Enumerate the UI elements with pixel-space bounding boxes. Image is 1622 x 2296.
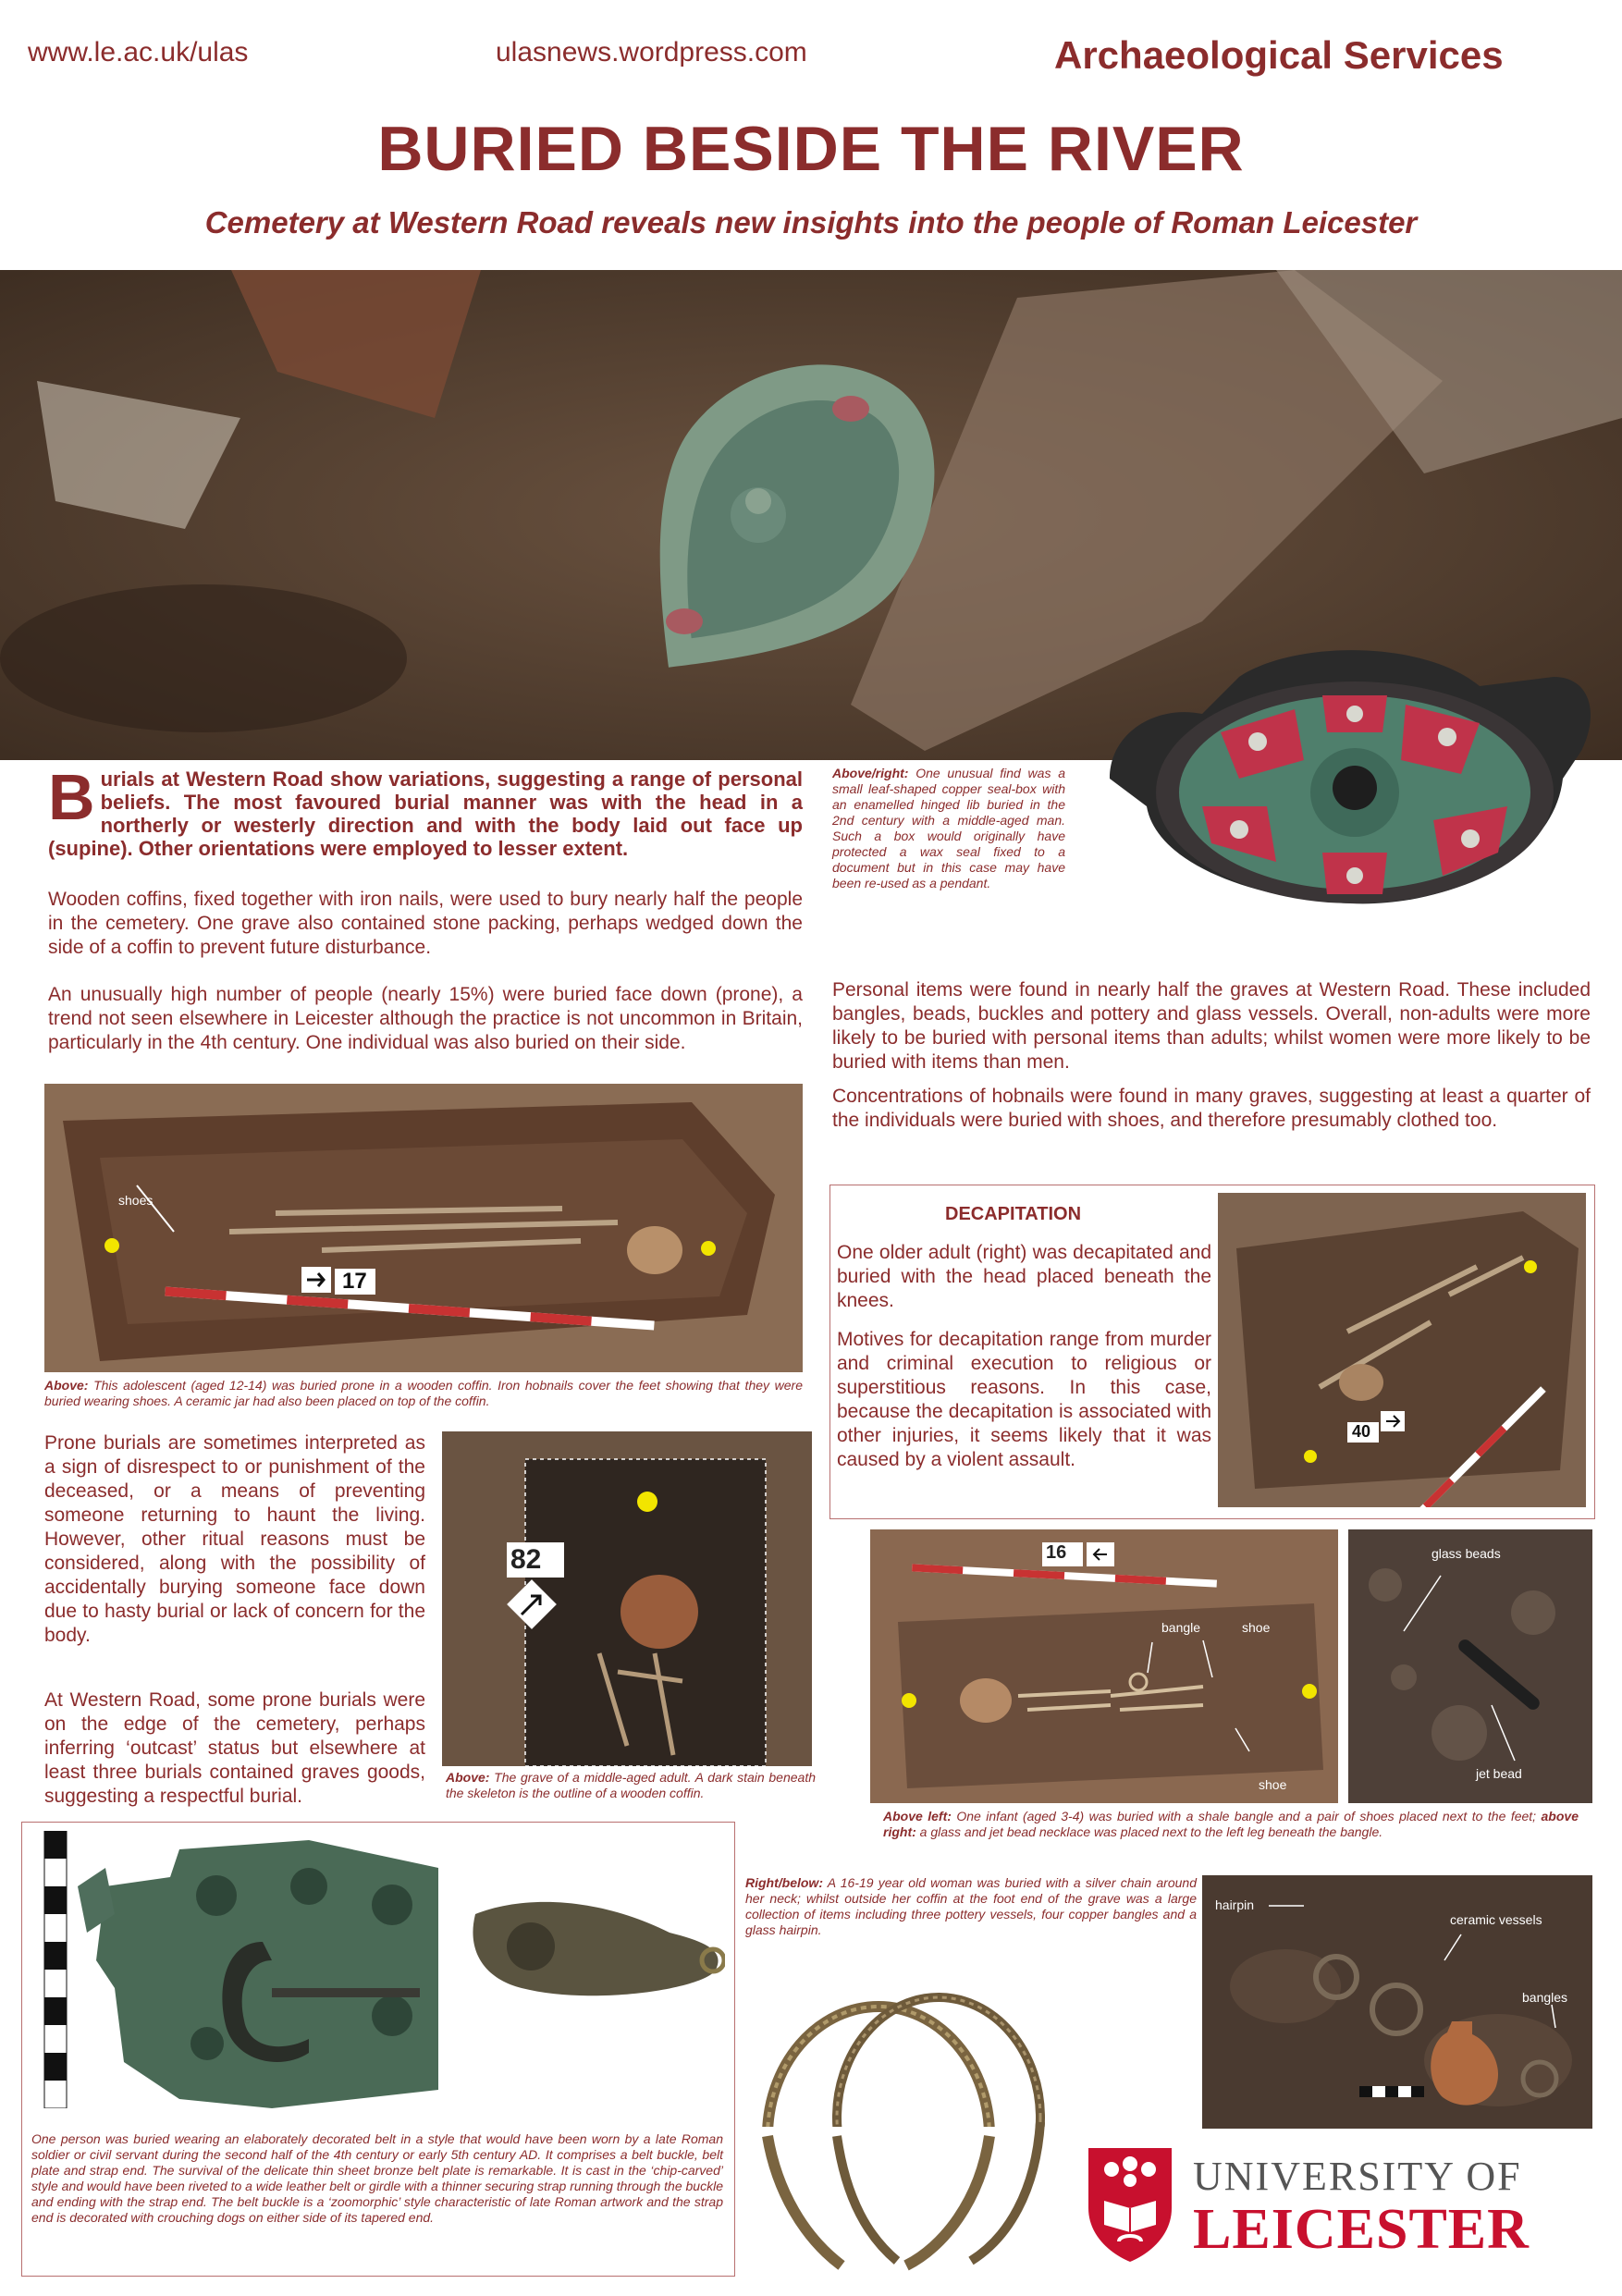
hairpin-label: hairpin	[1215, 1897, 1255, 1912]
woman-grave-scale	[1359, 2086, 1424, 2097]
university-line1: UNIVERSITY OF	[1193, 2154, 1522, 2199]
intro-lead	[48, 761, 803, 860]
bangle-label: bangle	[1161, 1620, 1201, 1635]
seal-box-closeup	[1091, 621, 1609, 917]
grave-82-caption	[446, 1770, 816, 1801]
personal-items-para2: Concentrations of hobnails were found in many graves, suggesting at least a quarter of the individuals were buried with shoes, and therefore presumably clothed too.	[832, 1086, 1591, 1131]
grave-16-photo	[870, 1529, 1338, 1803]
infant-caption-label2: above right:	[883, 1809, 1579, 1839]
infant-caption-label1: Above left:	[883, 1809, 952, 1823]
woman-caption-label: Right/below:	[745, 1875, 823, 1890]
grave-40-marker: 40	[1352, 1422, 1371, 1441]
shoes-label: shoes	[118, 1193, 154, 1208]
university-shield-icon	[1084, 2143, 1176, 2264]
intro-lead-text: urials at Western Road show variations, suggesting a range of personal beliefs. The most favoured burial manner was with the head in a northerly or westerly direction and with the body laid out face up (supine). Other orientations were employed to lesser extent.	[48, 767, 803, 860]
jet-bead-label: jet bead	[1476, 1766, 1522, 1781]
prone-para1: Prone burials are sometimes interpreted as a sign of disrespect to or punishment of the deceased, or a means of preventing someone returning to haunt the living. However, other ritual reasons must be considered, along with the possibility of accidentally burying someone face down due to hasty burial or lack of concern for the body.	[44, 1432, 425, 1646]
belt-caption: One person was buried wearing an elaborately decorated belt in a style that would have been worn by a late Roman soldier or civil servant during the second half of the 4th century or early 5th century AD. It comprises a belt buckle, belt plate and strap end. The survival of the delicate thin sheet bronze belt plate is remarkable. It is cast in the ‘chip-carved’ style and would have been riveted to a wide leather belt or girdle with a thinner securing strap running through the buckle and ending with the strap end. The belt buckle is a ‘zoomorphic’ style characteristic of late Roman artwork and the strap end is decorated with crouching dogs on either side of its tapered end.	[31, 2131, 723, 2225]
page-subtitle: Cemetery at Western Road reveals new insights into the people of Roman Leicester	[204, 205, 1418, 239]
grave-16-image	[870, 1529, 1338, 1803]
grave-17-photo	[44, 1084, 803, 1372]
bangles-label: bangles	[1522, 1990, 1568, 2005]
grave-82-marker: 82	[510, 1544, 542, 1575]
university-line2: LEICESTER	[1193, 2198, 1530, 2261]
decapitation-para2: Motives for decapitation range from murder and criminal execution to religious or superstitious reasons. In this case, because the decapitation is associated with other injuries, it seems likely that it was caused by a violent assault.	[837, 1329, 1211, 1470]
university-logo[interactable]	[1084, 2134, 1602, 2273]
shoe-label-bottom: shoe	[1259, 1777, 1287, 1792]
org-name: Archaeological Services	[1054, 33, 1504, 77]
seal-box-image	[1091, 621, 1609, 917]
grave-40-photo	[1218, 1193, 1586, 1507]
intro-dropcap: B	[48, 761, 95, 833]
infant-caption	[883, 1809, 1579, 1840]
belt-image	[41, 1831, 725, 2108]
ceramic-vessels-label: ceramic vessels	[1450, 1912, 1542, 1927]
infant-caption-text2: a glass and jet bead necklace was placed next to the left leg beneath the bangle.	[915, 1824, 1383, 1839]
necklace-image	[1348, 1529, 1592, 1803]
personal-items-para1: Personal items were found in nearly half the graves at Western Road. These included bangles, beads, buckles and pottery and glass vessels. Overall, non-adults were more likely to be buried with personal items than adults; whilst women were more likely to be buried with items than men.	[832, 979, 1591, 1073]
grave-17-image	[44, 1084, 803, 1372]
copper-bangles-image	[740, 1960, 1063, 2275]
decapitation-heading: DECAPITATION	[945, 1204, 1082, 1224]
url-center[interactable]: ulasnews.wordpress.com	[496, 37, 807, 68]
woman-grave-photo	[1202, 1875, 1592, 2129]
grave-82-caption-label: Above:	[446, 1770, 490, 1785]
grave-16-marker: 16	[1046, 1542, 1067, 1563]
grave-40-image	[1218, 1193, 1586, 1507]
glass-beads-label: glass beads	[1432, 1546, 1501, 1561]
grave-17-marker: 17	[342, 1269, 367, 1294]
grave-17-caption-label: Above:	[44, 1378, 89, 1393]
woman-caption	[745, 1875, 1197, 1938]
seal-caption	[832, 766, 1065, 891]
intro-para-prone: An unusually high number of people (nearly 15%) were buried face down (prone), a trend not seen elsewhere in Leicester although the practice is not uncommon in Britain, particularly in the 4th century. One individual was also buried on their side.	[48, 984, 803, 1053]
grave-17-caption	[44, 1378, 803, 1409]
seal-caption-text: One unusual find was a small leaf-shaped copper seal-box with an enamelled hinged lib buried in the 2nd century with a middle-aged man. Such a box would originally have protected a wax seal fixed to a document but in this case may have been re-used as a pendant.	[832, 766, 1065, 890]
decapitation-para1: One older adult (right) was decapitated and buried with the head placed beneath the knees.	[837, 1242, 1211, 1311]
prone-para2: At Western Road, some prone burials were on the edge of the cemetery, perhaps inferring ‘outcast’ status but elsewhere at least three burials contained graves goods, suggesting a respectful burial.	[44, 1689, 425, 1807]
grave-82-photo	[442, 1431, 812, 1766]
necklace-photo	[1348, 1529, 1592, 1803]
scale-bar	[44, 1831, 67, 2108]
infant-caption-text1: One infant (aged 3-4) was buried with a shale bangle and a pair of shoes placed next to the feet;	[951, 1809, 1542, 1823]
url-left[interactable]: www.le.ac.uk/ulas	[28, 37, 249, 68]
shoe-label-top: shoe	[1242, 1620, 1271, 1635]
grave-17-caption-text: This adolescent (aged 12-14) was buried prone in a wooden coffin. Iron hobnails cover the feet showing that they were buried wearing shoes. A ceramic jar had also been placed on top of the coffin.	[44, 1378, 803, 1408]
bangles-image	[740, 1960, 1063, 2275]
page-title: BURIED BESIDE THE RIVER	[377, 114, 1245, 184]
grave-82-caption-text: The grave of a middle-aged adult. A dark stain beneath the skeleton is the outline of a wooden coffin.	[446, 1770, 816, 1800]
grave-82-image	[442, 1431, 812, 1766]
woman-caption-text: A 16-19 year old woman was buried with a silver chain around her neck; whilst outside her coffin at the foot end of the grave was a large collection of items including three pottery vessels, four copper bangles and a glass hairpin.	[745, 1875, 1197, 1937]
intro-para-coffins: Wooden coffins, fixed together with iron nails, were used to bury nearly half the people in the cemetery. One grave also contained stone packing, perhaps wedged down the side of a coffin to prevent future disturbance.	[48, 889, 803, 958]
seal-caption-label: Above/right:	[832, 766, 909, 780]
belt-fittings-image	[41, 1831, 725, 2108]
